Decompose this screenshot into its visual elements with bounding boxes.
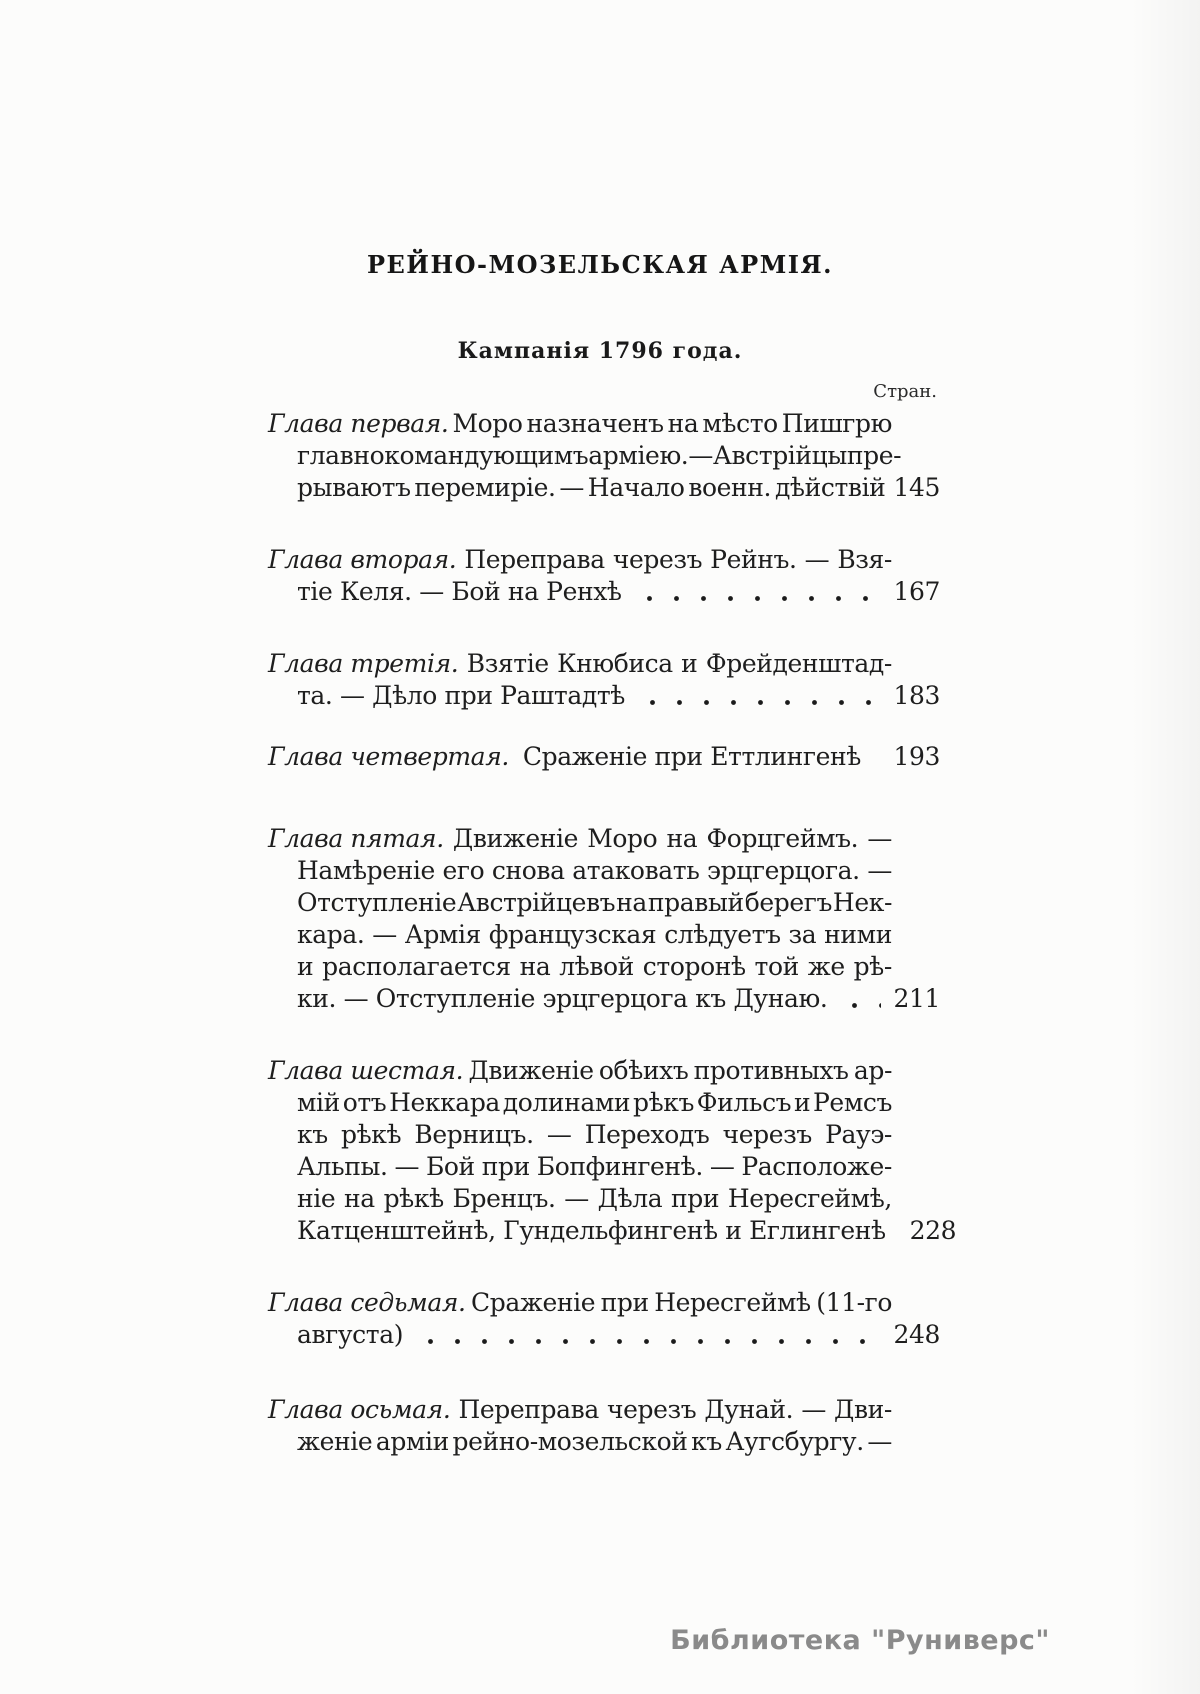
library-watermark: Библиотека "Руниверс" — [670, 1625, 1050, 1656]
page-number: 167 — [893, 577, 940, 606]
toc-entry-5 — [268, 823, 940, 1015]
page-number: 193 — [893, 742, 940, 771]
toc-line-text: та. — Дѣло при Раштадтѣ — [297, 681, 625, 710]
page-number: 211 — [893, 984, 940, 1013]
toc-entry-6 — [268, 1055, 957, 1247]
toc-entry-7 — [268, 1287, 940, 1351]
toc-line-text: августа) — [297, 1320, 404, 1349]
toc-line: женіе арміи рейно-мозельской къ Аугсбургу. — — [297, 1427, 892, 1456]
toc-line — [268, 741, 940, 773]
chapter-label: Глава четвертая. — [268, 742, 509, 771]
toc-line: Глава седьмая. Сраженіе при Нересгеймѣ (11-го — [268, 1288, 892, 1317]
chapter-label: Глава седьмая. — [268, 1288, 466, 1317]
toc-line — [268, 576, 940, 608]
toc-entry-4 — [268, 741, 940, 773]
toc-line-text: рываютъ перемиріе. — Начало военн. дѣйствій — [297, 473, 886, 502]
toc-line: Глава третія. Взятіе Кнюбиса и Фрейденштад- — [268, 649, 892, 678]
chapter-label: Глава первая. — [268, 409, 449, 438]
page-title: РЕЙНО-МОЗЕЛЬСКАЯ АРМІЯ. — [366, 250, 834, 280]
toc-line: мій отъ Неккара долинами рѣкъ Фильсъ и Ремсъ — [297, 1088, 892, 1117]
chapter-label: Глава вторая. — [268, 545, 457, 574]
toc-entry-2 — [268, 544, 940, 608]
toc-line — [268, 983, 940, 1015]
toc-line: ніе на рѣкѣ Бренцъ. — Дѣла при Нересгеймѣ, — [297, 1184, 892, 1213]
page-number: 183 — [893, 681, 940, 710]
page-column-header: Стран. — [873, 381, 937, 402]
page-number: 228 — [909, 1216, 957, 1245]
toc-line — [268, 1319, 940, 1351]
toc-line — [268, 680, 940, 712]
toc-entry-1 — [268, 408, 940, 504]
toc-line: и располагается на лѣвой сторонѣ той же рѣ- — [297, 952, 892, 981]
campaign-subtitle: Кампанія 1796 года. — [457, 338, 743, 365]
toc-line: Глава пятая. Движеніе Моро на Форцгеймъ. — — [268, 824, 892, 853]
toc-line-text: Катценштейнѣ, Гундельфингенѣ и Еглингенѣ — [297, 1216, 886, 1245]
toc-line — [268, 1215, 957, 1247]
toc-line: кара. — Армія французская слѣдуетъ за ними — [297, 920, 892, 949]
toc-line: Глава первая. Моро назначенъ на мѣсто Пишгрю — [268, 409, 892, 438]
toc-entry-3 — [268, 648, 940, 712]
table-of-contents — [268, 408, 957, 1498]
dot-leader — [637, 699, 882, 706]
dot-leader — [873, 760, 882, 767]
chapter-label: Глава шестая. — [268, 1056, 464, 1085]
scan-edge-shade — [1130, 0, 1200, 1694]
toc-line: Глава осьмая. Переправа черезъ Дунай. — Дви- — [268, 1395, 892, 1424]
toc-line-text: Глава четвертая. Сраженіе при Еттлингенѣ — [268, 742, 861, 771]
chapter-label: Глава пятая. — [268, 824, 444, 853]
dot-leader — [415, 1338, 881, 1345]
toc-line: Альпы. — Бой при Бопфингенѣ. — Расположе- — [297, 1152, 892, 1181]
toc-line-text: ки. — Отступленіе эрцгерцога къ Дунаю. — [297, 984, 828, 1013]
toc-line — [268, 472, 940, 504]
toc-line: къ рѣкѣ Верницъ. — Переходъ черезъ Рауэ- — [297, 1120, 892, 1149]
toc-entry-8 — [268, 1394, 940, 1458]
toc-line: Глава шестая. Движеніе обѣихъ противныхъ ар- — [268, 1056, 892, 1085]
toc-line: Отступленіе Австрійцевъ на правый берегъ Нек- — [297, 888, 892, 917]
toc-line: главнокомандующимъ арміею. — Австрійцы пре- — [297, 441, 902, 470]
page-number: 248 — [893, 1320, 940, 1349]
dot-leader — [634, 595, 882, 602]
toc-line: Намѣреніе его снова атаковать эрцгерцога. — — [297, 856, 892, 885]
page-number: 145 — [893, 473, 940, 502]
toc-line-text: тіе Келя. — Бой на Ренхѣ — [297, 577, 622, 606]
toc-line: Глава вторая. Переправа черезъ Рейнъ. — Взя- — [268, 545, 892, 574]
chapter-label: Глава третія. — [268, 649, 459, 678]
dot-leader — [839, 1002, 881, 1009]
chapter-label: Глава осьмая. — [268, 1395, 451, 1424]
